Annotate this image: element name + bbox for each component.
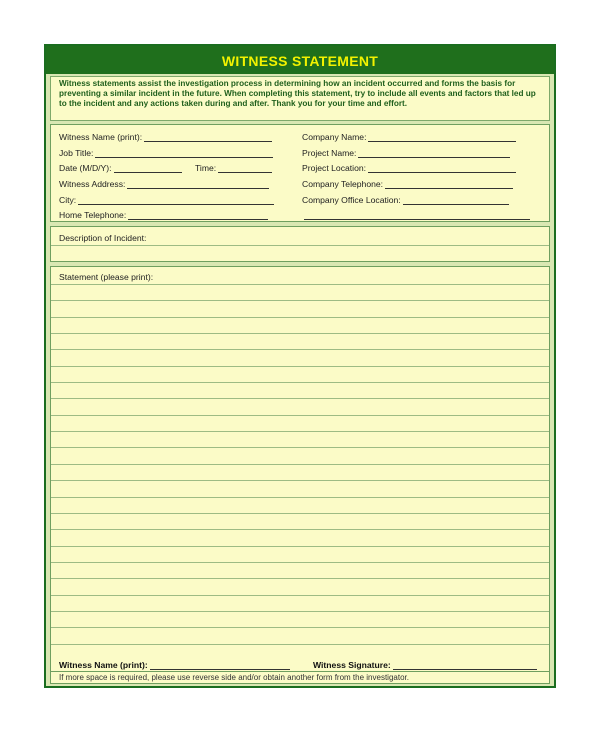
company-telephone-label: Company Telephone: — [302, 179, 384, 189]
company-extra-line[interactable] — [304, 210, 530, 220]
home-telephone-field[interactable] — [59, 210, 268, 220]
statement-panel[interactable] — [50, 266, 550, 684]
statement-rule — [51, 497, 549, 498]
signature-line[interactable] — [393, 661, 537, 670]
witness-address-field[interactable] — [59, 179, 269, 189]
description-rule — [51, 245, 549, 246]
city-line[interactable] — [78, 195, 274, 205]
witness-name-line[interactable] — [144, 132, 272, 142]
statement-rule — [51, 398, 549, 399]
project-location-line[interactable] — [368, 163, 516, 173]
city-label: City: — [59, 195, 77, 205]
project-location-label: Project Location: — [302, 163, 367, 173]
statement-label: Statement (please print): — [59, 272, 154, 282]
witness-name-field[interactable] — [59, 132, 272, 142]
statement-rule — [51, 317, 549, 318]
statement-rule — [51, 464, 549, 465]
time-line[interactable] — [218, 163, 272, 173]
statement-rule — [51, 300, 549, 301]
description-panel[interactable] — [50, 226, 550, 262]
statement-rule — [51, 529, 549, 530]
statement-rule — [51, 431, 549, 432]
time-label: Time: — [195, 163, 217, 173]
city-field[interactable] — [59, 195, 274, 205]
statement-rule — [51, 578, 549, 579]
signature-label: Witness Signature: — [313, 660, 391, 670]
statement-rule — [51, 644, 549, 645]
statement-rule — [51, 546, 549, 547]
project-name-line[interactable] — [358, 148, 510, 158]
company-extra-field[interactable] — [302, 210, 530, 220]
company-telephone-field[interactable] — [302, 179, 513, 189]
company-office-location-label: Company Office Location: — [302, 195, 401, 205]
statement-rule — [51, 349, 549, 350]
date-line[interactable] — [114, 163, 182, 173]
statement-rule — [51, 333, 549, 334]
description-label: Description of Incident: — [59, 233, 147, 243]
witness-statement-form — [44, 44, 556, 688]
company-office-location-line[interactable] — [403, 195, 509, 205]
company-name-line[interactable] — [368, 132, 516, 142]
signature-row — [51, 658, 549, 672]
witness-name-label: Witness Name (print): — [59, 132, 143, 142]
statement-rule — [51, 415, 549, 416]
info-panel — [50, 124, 550, 222]
statement-rule — [51, 513, 549, 514]
time-field[interactable] — [195, 163, 272, 173]
statement-rule — [51, 611, 549, 612]
witness-address-label: Witness Address: — [59, 179, 126, 189]
company-telephone-line[interactable] — [385, 179, 513, 189]
statement-rule — [51, 595, 549, 596]
statement-rule — [51, 284, 549, 285]
intro-text: Witness statements assist the investigation process in determining how an incident occurred and forms the basis for preventing a similar incident in the future. When completing this statement, try to include all events and factors that led up to the incident and any actions taken during and after. Thank you for your time and effort. — [50, 76, 550, 121]
company-name-label: Company Name: — [302, 132, 367, 142]
date-field[interactable] — [59, 163, 182, 173]
statement-rule — [51, 366, 549, 367]
signature-name-label: Witness Name (print): — [59, 660, 148, 670]
job-title-line[interactable] — [95, 148, 273, 158]
company-office-location-field[interactable] — [302, 195, 509, 205]
project-location-field[interactable] — [302, 163, 516, 173]
company-name-field[interactable] — [302, 132, 516, 142]
footer-note: If more space is required, please use reverse side and/or obtain another form from the investigator. — [59, 673, 409, 682]
statement-rule — [51, 562, 549, 563]
project-name-field[interactable] — [302, 148, 510, 158]
witness-address-line[interactable] — [127, 179, 269, 189]
statement-rule — [51, 480, 549, 481]
job-title-label: Job Title: — [59, 148, 94, 158]
project-name-label: Project Name: — [302, 148, 357, 158]
form-title: WITNESS STATEMENT — [46, 46, 554, 74]
signature-field[interactable] — [313, 660, 537, 670]
signature-name-line[interactable] — [150, 661, 290, 670]
signature-name-field[interactable] — [59, 660, 290, 670]
statement-rule — [51, 447, 549, 448]
statement-rule — [51, 382, 549, 383]
home-telephone-line[interactable] — [128, 210, 268, 220]
statement-rule — [51, 627, 549, 628]
job-title-field[interactable] — [59, 148, 273, 158]
date-label: Date (M/D/Y): — [59, 163, 112, 173]
home-telephone-label: Home Telephone: — [59, 210, 127, 220]
